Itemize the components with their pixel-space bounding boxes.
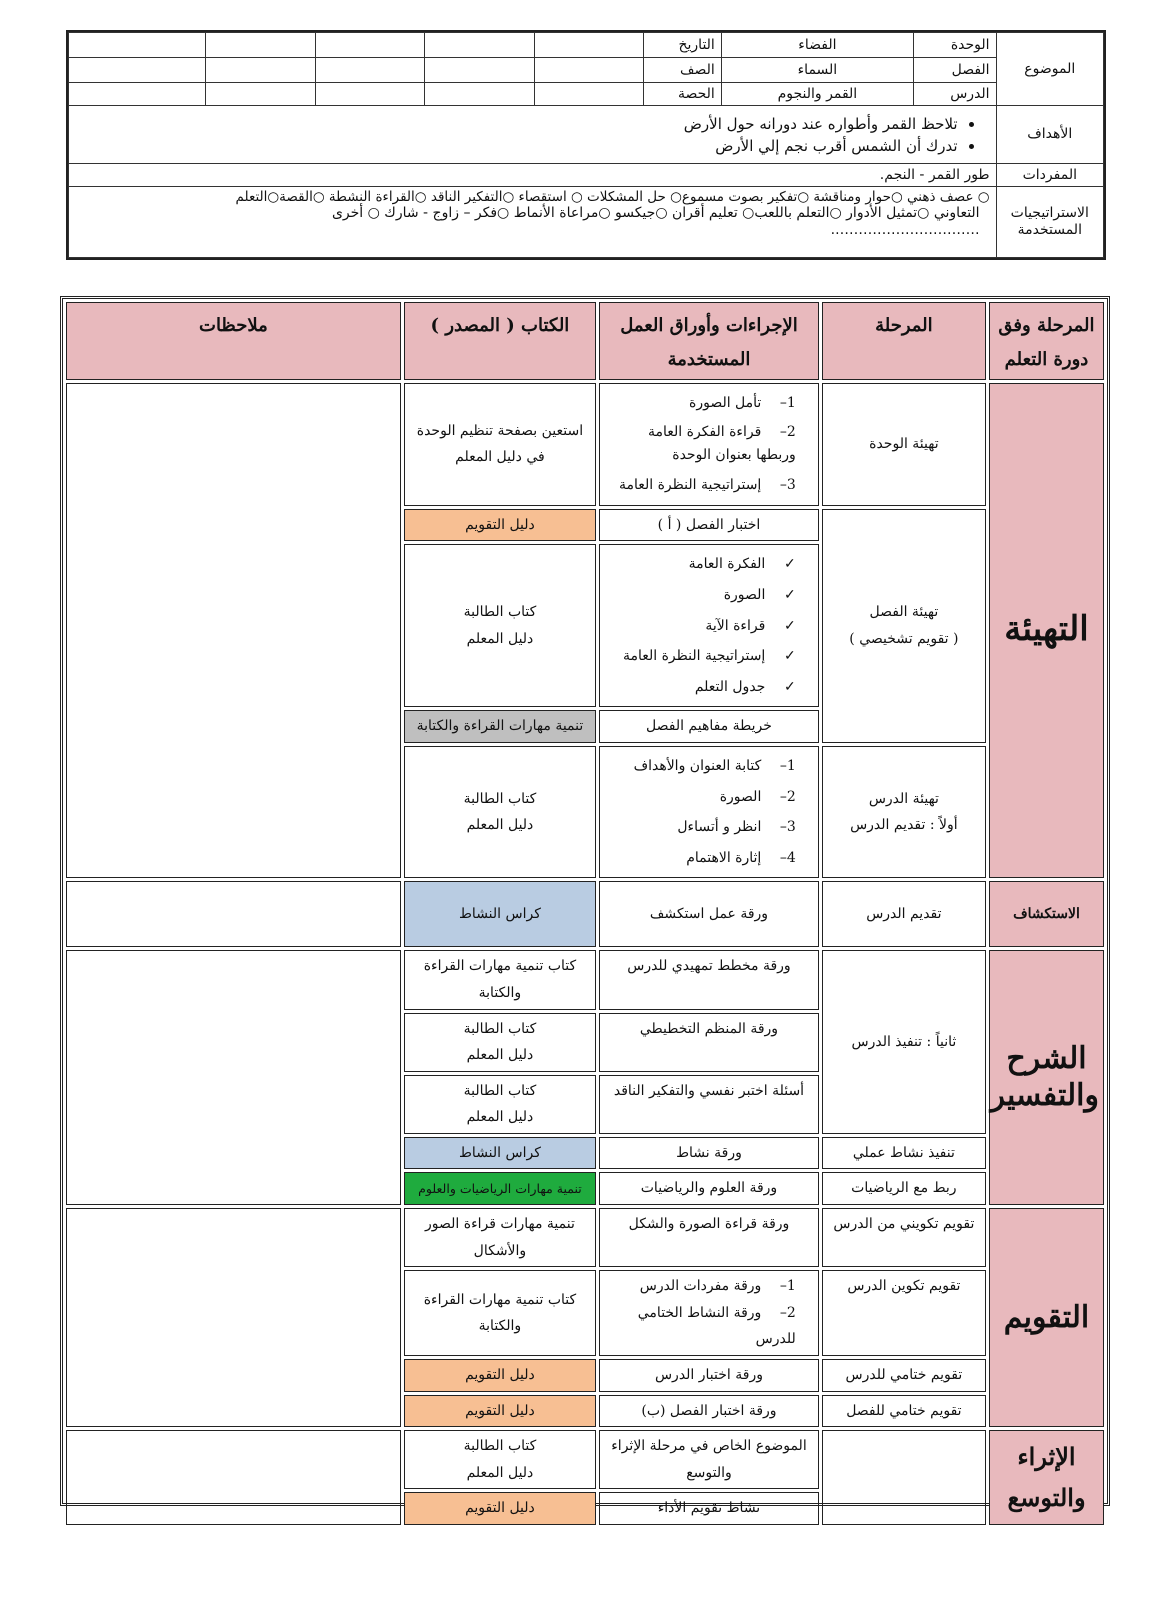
book-line: دليل المعلم [466,817,534,834]
lesson-plan-table [60,296,1110,1517]
step [604,1300,796,1353]
goal-item: • تدرك أن الشمس أقرب نجم إلي الأرض [75,135,958,157]
header-book: الكتاب ( المصدر ) [404,302,596,380]
procedures-science-math: ورقة العلوم والرياضيات [599,1172,819,1205]
blank-cell[interactable] [534,83,643,106]
strategies-label-line: الاستراتيجيات [1010,205,1089,222]
stage-lesson-prep-line: تهيئة الدرس [868,790,939,807]
book-explain-2 [404,1013,596,1072]
blank-cell[interactable] [69,33,206,58]
procedures-activity-sheet: ورقة نشاط [599,1137,819,1170]
checklist-item [604,551,796,578]
class-label: الصف [644,58,721,83]
checklist-item [604,674,796,701]
blank-cell[interactable] [425,58,534,83]
goals-cell [69,105,997,163]
goal-item: • تلاحظ القمر وأطواره عند دورانه حول الأرض [75,113,958,135]
procedures-explain-2: ورقة المنظم التخطيطي [599,1013,819,1072]
blank-cell[interactable] [425,83,534,106]
lesson-label: الدرس [913,83,996,106]
step [604,390,796,417]
procedures-explain-3: أسئلة اختبر نفسي والتفكير الناقد [599,1075,819,1134]
stage-chapter-prep [822,509,986,743]
stage-practical-activity: تنفيذ نشاط عملي [822,1137,986,1170]
blank-cell[interactable] [206,58,315,83]
book-enrich-1 [404,1430,596,1489]
subject-label: الموضوع [996,33,1103,106]
procedures-concept-map: خريطة مفاهيم الفصل [599,710,819,743]
phase-explore: الاستكشاف [989,881,1104,947]
step-text: قراءة الفكرة العامة وربطها بعنوان الوحدة [647,423,796,464]
book-reading-writing-skills: تنمية مهارات القراءة والكتابة [404,710,596,743]
step [604,753,796,780]
step-number: 1– [779,757,796,774]
step-number: 1– [779,1278,796,1295]
book-explain-1: كتاب تنمية مهارات القراءة والكتابة [404,950,596,1009]
checklist-item [604,582,796,609]
unit-label: الوحدة [913,33,996,58]
book-evaluate-1: تنمية مهارات قراءة الصور والأشكال [404,1208,596,1267]
checklist-text: جدول التعلم [694,678,766,695]
phase-explain [989,950,1104,1205]
lesson-value: القمر والنجوم [721,83,913,106]
book-line: كتاب الطالبة [463,1020,537,1037]
blank-cell[interactable] [315,58,424,83]
step [604,845,796,872]
procedures-chapter-test-a: اختبار الفصل ( أ ) [599,509,819,542]
chapter-label: الفصل [913,58,996,83]
notes-cell-engage[interactable] [66,383,401,878]
procedures-evaluate-3: ورقة اختبار الدرس [599,1359,819,1392]
phase-engage [989,383,1104,878]
blank-cell[interactable] [315,83,424,106]
step-number: 2– [779,423,796,440]
step-text: الصورة [719,788,762,805]
check-icon: ✓ [784,617,796,634]
book-evaluate-2: كتاب تنمية مهارات القراءة والكتابة [404,1270,596,1356]
checklist-text: قراءة الآية [705,617,766,634]
step-text: إستراتيجية النظرة العامة [618,477,762,494]
book-line: كتاب الطالبة [463,604,537,621]
book-line: دليل المعلم [466,630,534,647]
book-math-science-skills: تنمية مهارات الرياضيات والعلوم [404,1172,596,1205]
header-stage: المرحلة [822,302,986,380]
phase-engage-label: التهيئة [1004,609,1089,650]
blank-cell[interactable] [425,33,534,58]
stage-math-link: ربط مع الرياضيات [822,1172,986,1205]
notes-cell-explore[interactable] [66,881,401,947]
goals-label: الأهداف [996,105,1103,163]
procedures-explain-1: ورقة مخطط تمهيدي للدرس [599,950,819,1009]
check-icon: ✓ [784,556,796,573]
phase-explain-label: الشرح والتفسير [990,1041,1099,1113]
header-notes: ملاحظات [66,302,401,380]
step-number: 2– [779,1304,796,1321]
blank-cell[interactable] [69,58,206,83]
blank-cell[interactable] [206,33,315,58]
check-icon: ✓ [784,586,796,603]
step-number: 3– [779,819,796,836]
phase-enrich [989,1430,1104,1525]
step-number: 1– [779,395,796,411]
stage-lesson-prep-line: أولاً : تقديم الدرس [850,817,958,834]
procedures-evaluate-4: ورقة اختبار الفصل (ب) [599,1395,819,1428]
strategies-label [996,187,1103,258]
unit-value: الفضاء [721,33,913,58]
step-text: ورقة النشاط الختامي للدرس [637,1304,796,1348]
book-activity-notebook: كراس النشاط [404,1137,596,1170]
blank-cell[interactable] [534,58,643,83]
book-chapter-prep [404,544,596,707]
book-assessment-guide: دليل التقويم [404,1395,596,1428]
procedures-chapter-prep [599,544,819,707]
strategies-line: التعاوني ○تمثيل الأدوار ○التعلم باللعب○ تعليم أقران ○جيكسو ○مراعاة الأنماط ○فكر – زاوج - شارك ○ أخرى [331,205,980,222]
step [604,1273,796,1300]
stage-evaluate-4: تقويم ختامي للفصل [822,1395,986,1428]
book-line: كتاب الطالبة [463,790,537,807]
book-line: دليل المعلم [466,1109,534,1126]
period-label: الحصة [644,83,721,106]
blank-cell[interactable] [69,83,206,106]
chapter-value: السماء [721,58,913,83]
step-text: انظر و أتساءل [677,819,762,836]
date-label: التاريخ [644,33,721,58]
stage-chapter-prep-line: تهيئة الفصل [869,604,939,621]
book-assessment-guide: دليل التقويم [404,509,596,542]
book-lesson-prep [404,746,596,878]
procedures-unit-prep [599,383,819,506]
procedures-explore: ورقة عمل استكشف [599,881,819,947]
stage-unit-prep: تهيئة الوحدة [822,383,986,506]
book-line: دليل المعلم [466,1464,534,1481]
checklist-item [604,643,796,670]
procedures-enrich-1: الموضوع الخاص في مرحلة الإثراء والتوسع [599,1430,819,1489]
check-icon: ✓ [784,648,796,665]
step-text: تأمل الصورة [688,395,762,411]
step-number: 3– [779,477,796,494]
strategies-label-line: المستخدمة [1017,222,1082,239]
step [604,421,796,469]
stage-evaluate-1: تقويم تكويني من الدرس [822,1208,986,1267]
book-activity-notebook: كراس النشاط [404,881,596,947]
book-line: كتاب الطالبة [463,1438,537,1455]
step-text: إثارة الاهتمام [686,849,762,866]
header-procedures: الإجراءات وأوراق العمل المستخدمة [599,302,819,380]
step-number: 4– [779,849,796,866]
vocab-label: المفردات [996,164,1103,187]
stage-evaluate-2: تقويم تكوين الدرس [822,1270,986,1356]
stage-lesson-prep [822,746,986,878]
check-icon: ✓ [784,678,796,695]
step-text: ورقة مفردات الدرس [639,1278,762,1295]
step [604,784,796,811]
stage-explore: تقديم الدرس [822,881,986,947]
stage-evaluate-3: تقويم ختامي للدرس [822,1359,986,1392]
blank-cell[interactable] [315,33,424,58]
strategies-line: ○ عصف ذهني ○حوار ومناقشة ○تفكير بصوت مسموع○ حل المشكلات ○ استقصاء ○التفكير الناقد ○القراءة النشطة ○القصة○التعلم [235,189,990,206]
blank-cell[interactable] [534,33,643,58]
lesson-info-table [66,30,1106,260]
phase-evaluate-label: التقويم [1003,1300,1090,1336]
stage-explain: ثانياً : تنفيذ الدرس [822,950,986,1134]
phase-evaluate [989,1208,1104,1427]
step-text: كتابة العنوان والأهداف [633,757,762,774]
checklist-text: الصورة [723,586,766,603]
step-number: 2– [779,788,796,805]
procedures-evaluate-2 [599,1270,819,1356]
book-assessment-guide: دليل التقويم [404,1359,596,1392]
notes-cell-evaluate[interactable] [66,1208,401,1427]
book-line: دليل المعلم [466,1047,534,1064]
blank-cell[interactable] [206,83,315,106]
step [604,472,796,499]
procedures-evaluate-1: ورقة قراءة الصورة والشكل [599,1208,819,1267]
book-line: كتاب الطالبة [463,1082,537,1099]
step [604,814,796,841]
notes-cell-explain[interactable] [66,950,401,1205]
stage-chapter-prep-line: ( تقويم تشخيصي ) [849,630,959,647]
header-cycle: المرحلة وفق دورة التعلم [989,302,1104,380]
stage-enrich [822,1430,986,1525]
strategies-other-blank: ………………………….. [830,222,980,239]
procedures-lesson-prep [599,746,819,878]
checklist-text: الفكرة العامة [688,556,766,573]
checklist-text: إستراتيجية النظرة العامة [622,648,766,665]
vocab-value: طور القمر - النجم. [69,164,997,187]
book-assessment-guide: دليل التقويم [404,1492,596,1525]
book-explain-3 [404,1075,596,1134]
phase-enrich-label: الإثراء والتوسع [1007,1441,1086,1512]
book-unit-prep: استعين بصفحة تنظيم الوحدة في دليل المعلم [404,383,596,506]
notes-cell-enrich[interactable] [66,1430,401,1525]
procedures-enrich-2: نشاط تقويم الأداء [599,1492,819,1525]
strategies-cell [69,187,997,258]
checklist-item [604,613,796,640]
